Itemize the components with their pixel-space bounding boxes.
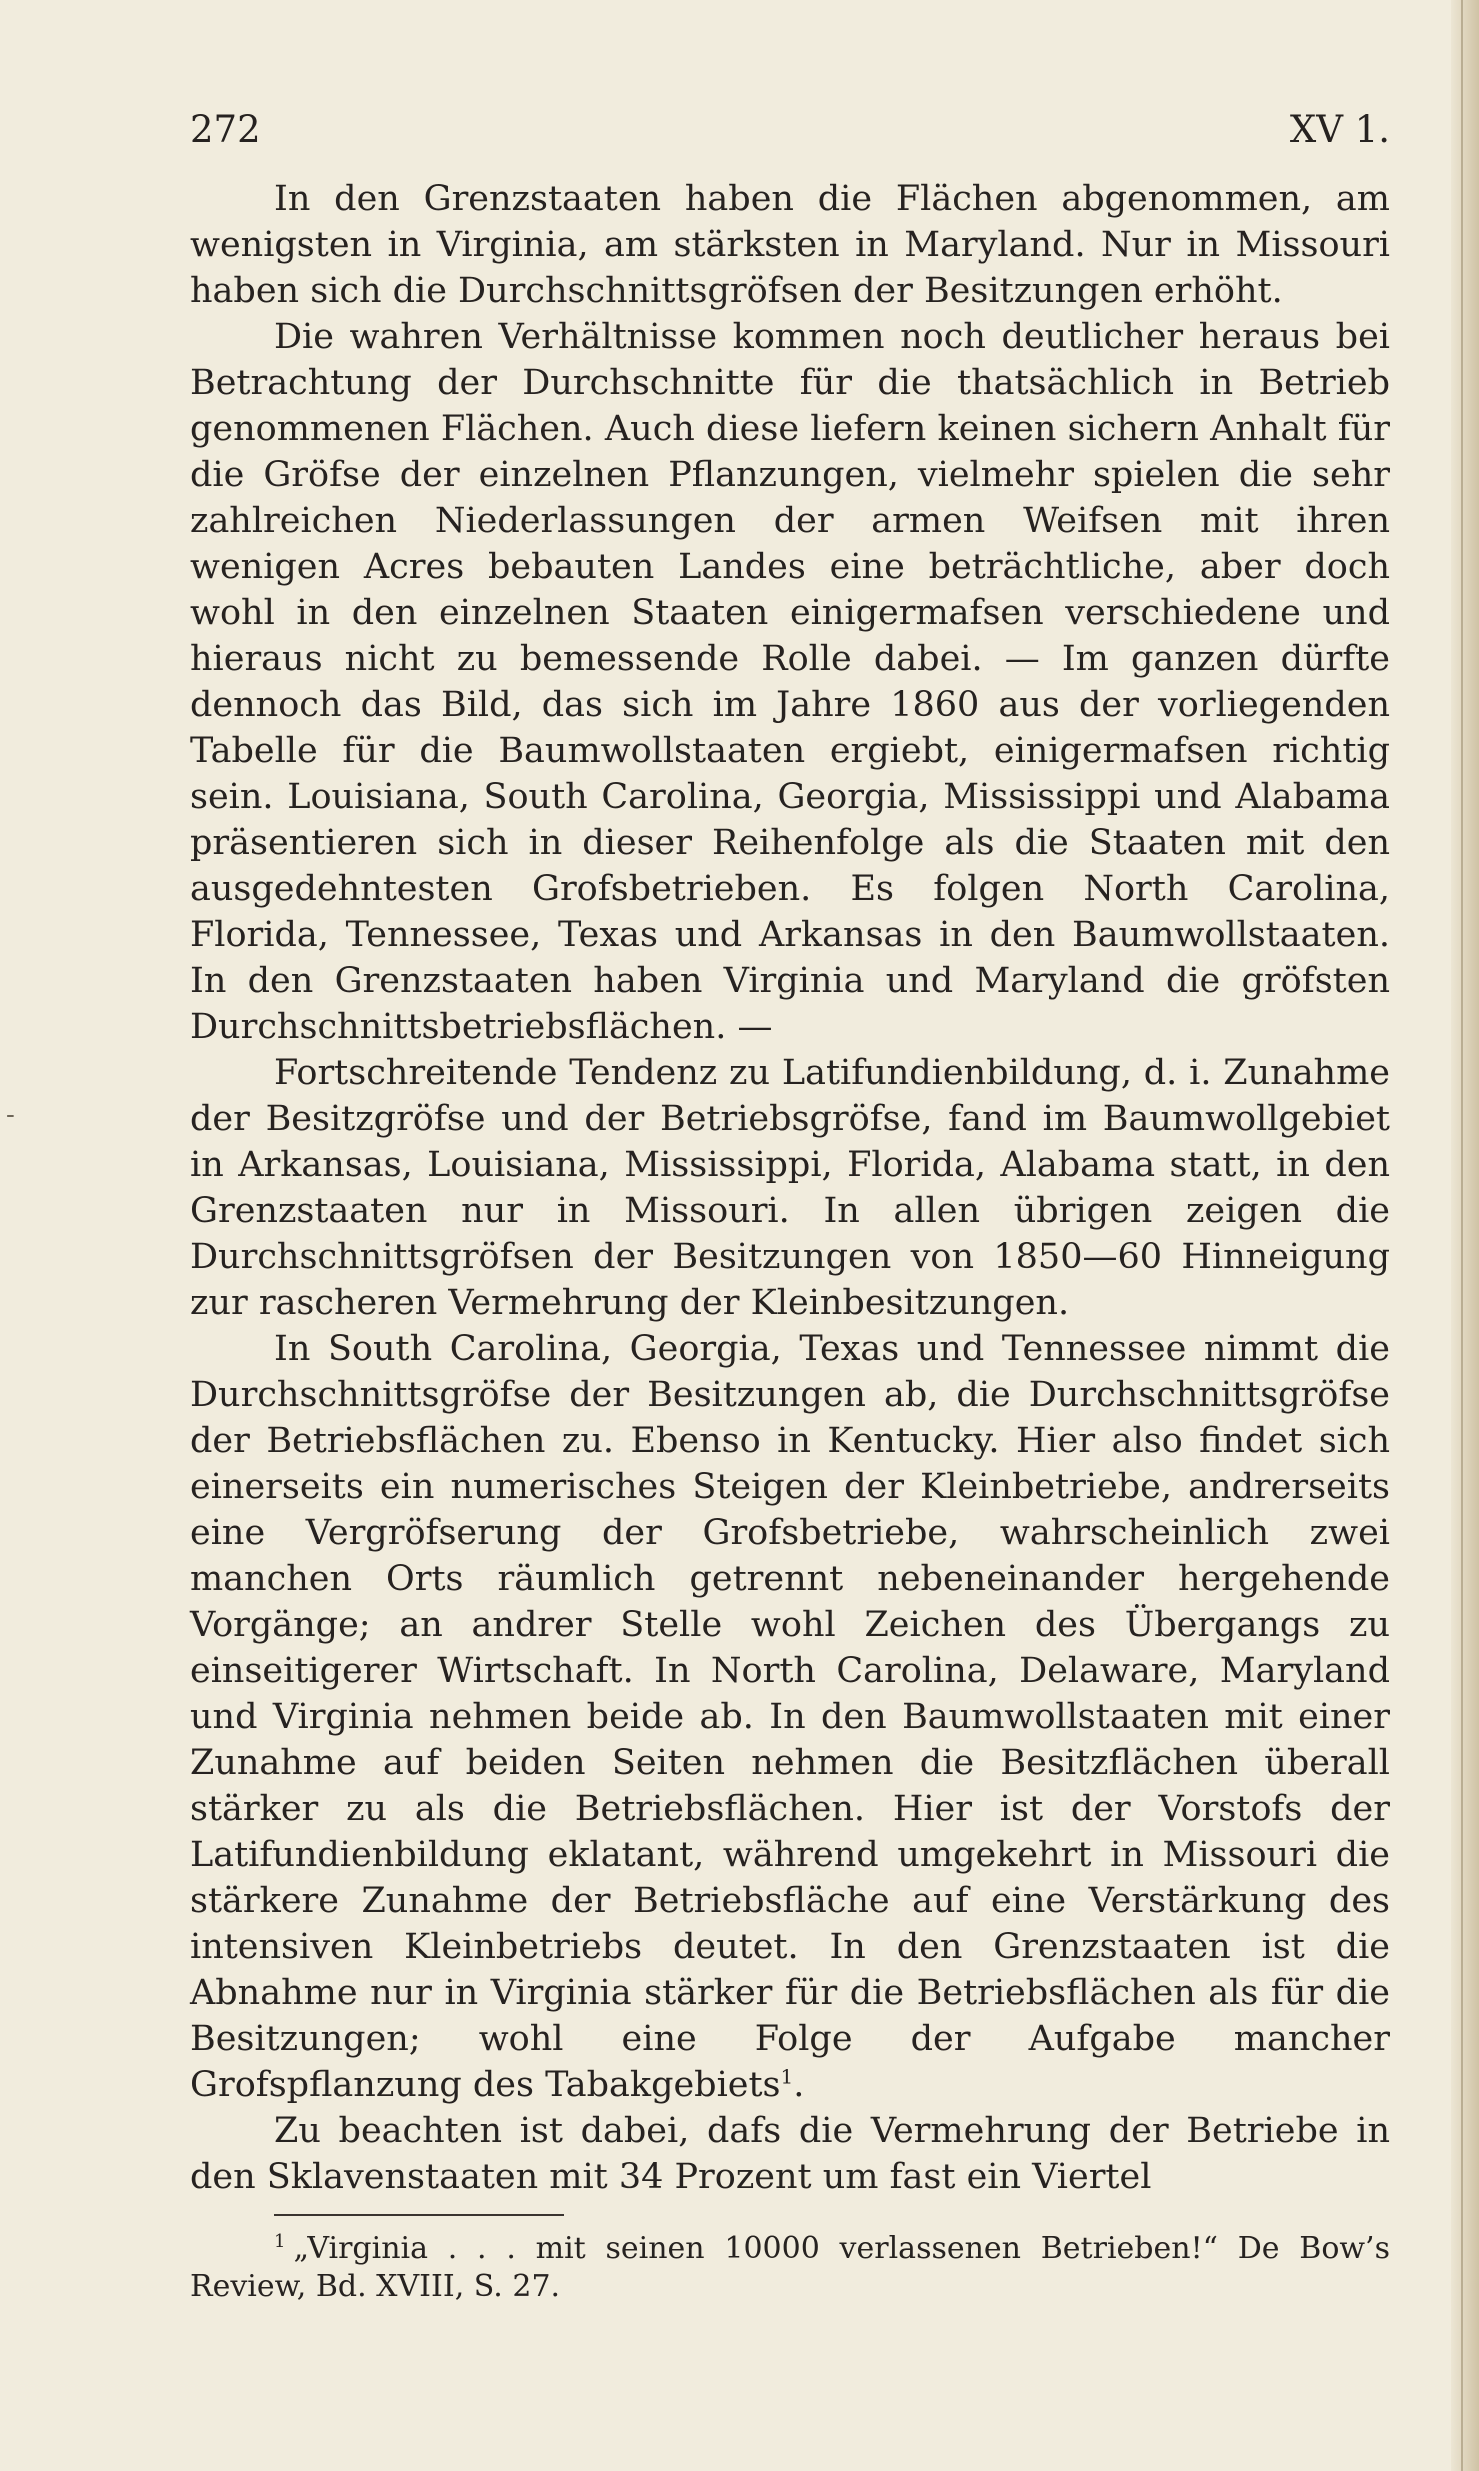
footnote-reference: 1	[780, 2064, 794, 2089]
paragraph-4-end: .	[793, 2065, 805, 2105]
paragraph-3: Fortschreitende Tendenz zu Latifundienbildung, d. i. Zunahme der Besitzgröfse und der Betriebsgröfse, fand im Baumwollgebiet in Arkansas, Louisiana, Mississippi, Florida, Alabama statt, in den Grenzstaaten nur in Missouri. In allen übrigen zeigen die Durchschnittsgröfsen der Besitzungen von 1850—60 Hinneigung zur rascheren Vermehrung der Kleinbesitzungen.	[190, 1053, 1390, 1323]
page-edge-line	[1461, 0, 1463, 2471]
paragraph-1: In den Grenzstaaten haben die Flächen abgenommen, am wenigsten in Virginia, am stärksten in Maryland. Nur in Missouri haben sich die Durchschnittsgröfsen der Besitzungen erhöht.	[190, 179, 1390, 311]
paragraph-4-text: In South Carolina, Georgia, Texas und Tennessee nimmt die Durchschnittsgröfse der Besitzungen ab, die Durchschnittsgröfse der Betriebsflächen zu. Ebenso in Kentucky. Hier also findet sich einerseits ein numerisches Steigen der Kleinbetriebe, andrerseits eine Vergröfserung der Grofsbetriebe, wahrscheinlich zwei manchen Orts räumlich getrennt nebeneinander hergehende Vorgänge; an andrer Stelle wohl Zeichen des Übergangs zu einseitigerer Wirtschaft. In North Carolina, Delaware, Maryland und Virginia nehmen beide ab. In den Baumwollstaaten mit einer Zunahme auf beiden Seiten nehmen die Besitzflächen überall stärker zu als die Betriebsflächen. Hier ist der Vorstofs der Latifundienbildung eklatant, während umgekehrt in Missouri die stärkere Zunahme der Betriebsfläche auf eine Verstärkung des intensiven Kleinbetriebs deutet. In den Grenzstaaten ist die Abnahme nur in Virginia stärker für die Betriebsflächen als für die Besitzungen; wohl eine Folge der Aufgabe mancher Grofspflanzung des Tabakgebiets	[190, 1329, 1390, 2105]
paragraph-2: Die wahren Verhältnisse kommen noch deutlicher heraus bei Betrachtung der Durchschnitte für die thatsächlich in Betrieb genommenen Flächen. Auch diese liefern keinen sichern Anhalt für die Gröfse der einzelnen Pflanzungen, vielmehr spielen die sehr zahlreichen Niederlassungen der armen Weifsen mit ihren wenigen Acres bebauten Landes eine beträchtliche, aber doch wohl in den einzelnen Staaten einigermafsen verschiedene und hieraus nicht zu bemessende Rolle dabei. — Im ganzen dürfte dennoch das Bild, das sich im Jahre 1860 aus der vorliegenden Tabelle für die Baumwollstaaten ergiebt, einigermafsen richtig sein. Louisiana, South Carolina, Georgia, Mississippi und Alabama präsentieren sich in dieser Reihenfolge als die Staaten mit den ausgedehntesten Grofsbetrieben. Es folgen North Carolina, Florida, Tennessee, Texas und Arkansas in den Baumwollstaaten. In den Grenzstaaten haben Virginia und Maryland die gröfsten Durchschnittsbetriebsflächen. —	[190, 317, 1390, 1047]
paragraph-5: Zu beachten ist dabei, dafs die Vermehrung der Betriebe in den Sklavenstaaten mit 34 Prozent um fast ein Viertel	[190, 2111, 1390, 2197]
page-number: 272	[190, 108, 261, 151]
body-text	[190, 176, 1390, 2200]
book-page	[190, 108, 1390, 2306]
footnote	[190, 2230, 1390, 2306]
page-edge-shadow	[1451, 0, 1479, 2471]
paragraph-4	[190, 1326, 1390, 2108]
section-number: XV 1.	[1289, 108, 1390, 151]
margin-mark: -	[6, 1100, 15, 1130]
footnote-text: „Virginia . . . mit seinen 10000 verlassenen Betrieben!“ De Bow’s Review, Bd. XVIII, S. 27.	[190, 2231, 1390, 2304]
footnote-marker: 1	[274, 2231, 286, 2252]
running-head	[190, 108, 1390, 168]
footnote-rule	[274, 2214, 564, 2216]
